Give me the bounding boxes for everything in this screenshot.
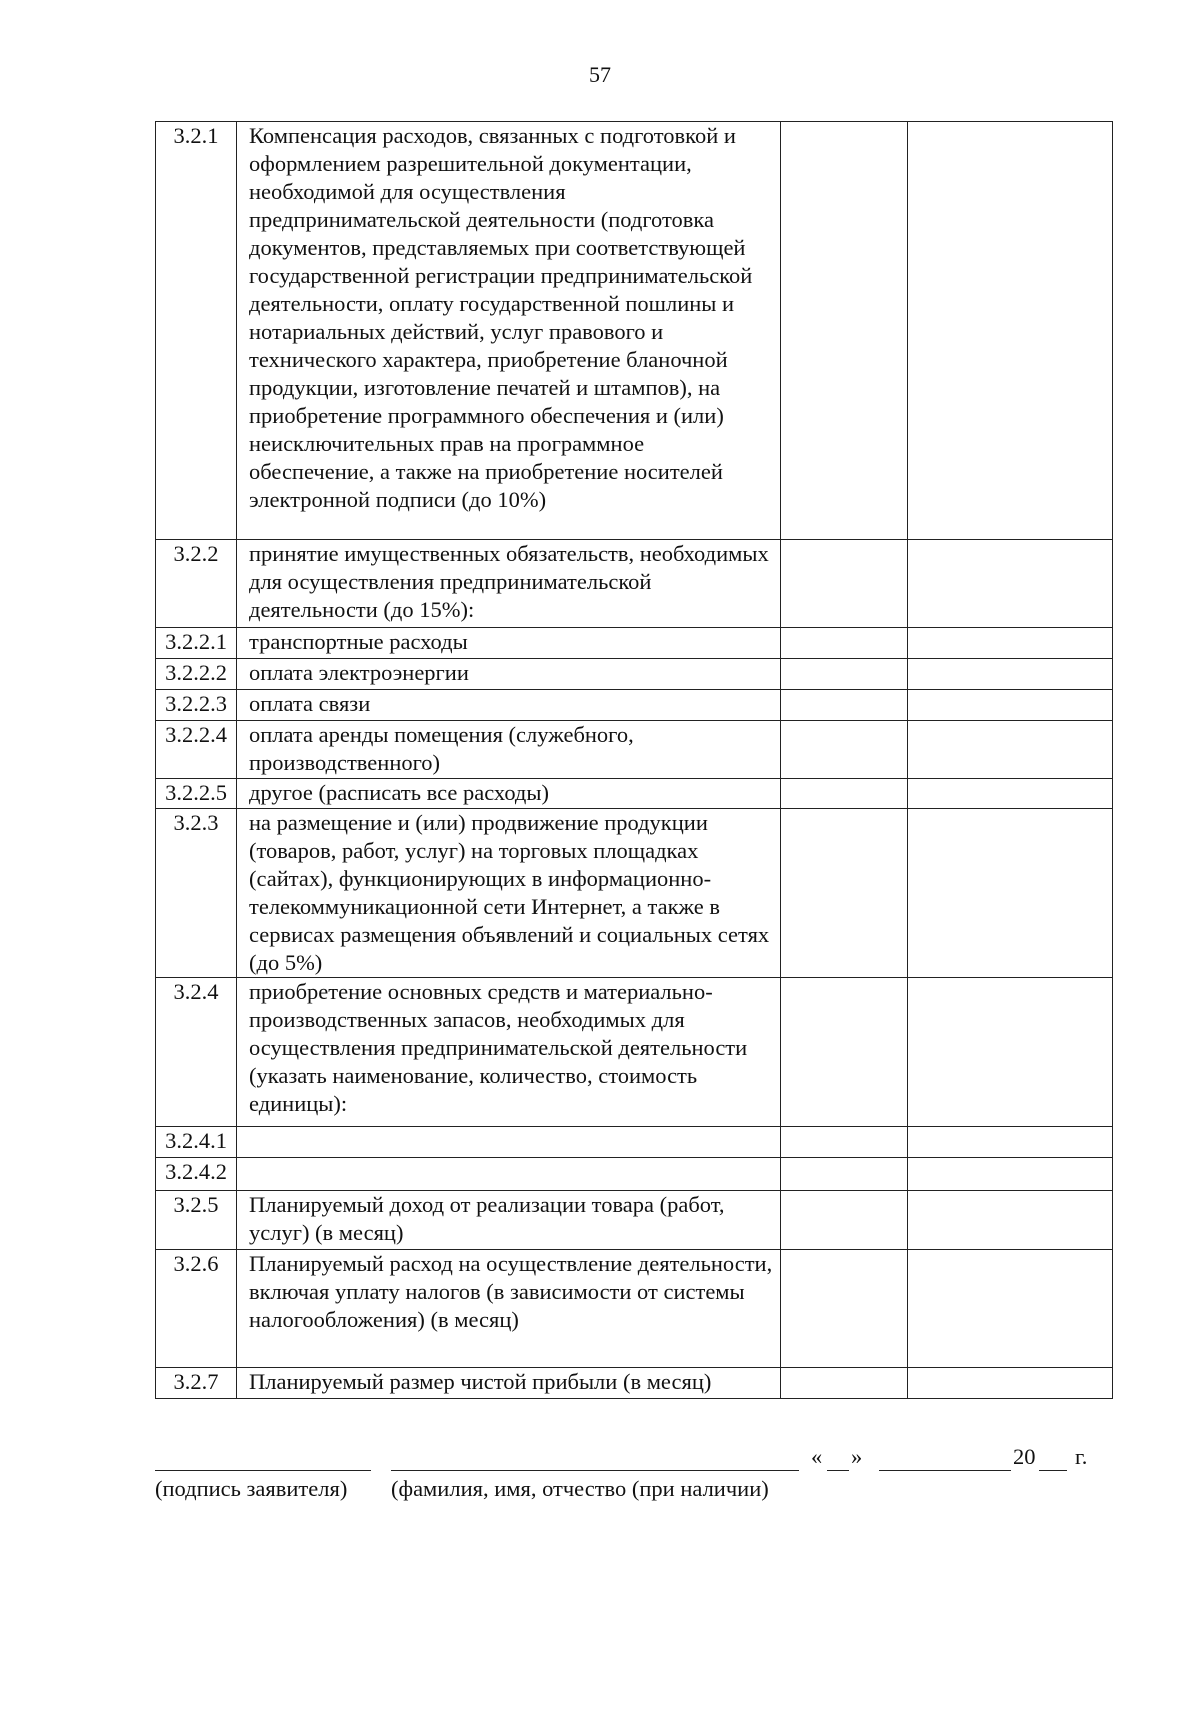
year-line[interactable] xyxy=(1039,1442,1067,1471)
row-number: 3.2.4.1 xyxy=(156,1127,237,1158)
year-suffix: г. xyxy=(1075,1444,1088,1469)
table-row xyxy=(156,690,1113,721)
row-description: принятие имущественных обязательств, необходимых для осуществления предпринимательской деятельности (до 15%): xyxy=(237,540,781,628)
row-number: 3.2.2.1 xyxy=(156,628,237,659)
value-cell[interactable] xyxy=(908,628,1113,659)
year-prefix: 20 xyxy=(1013,1444,1036,1469)
row-number: 3.2.2.2 xyxy=(156,659,237,690)
page-number: 57 xyxy=(589,62,611,87)
name-line[interactable] xyxy=(391,1442,799,1471)
day-line[interactable] xyxy=(827,1442,849,1471)
value-cell[interactable] xyxy=(781,779,908,809)
value-cell[interactable] xyxy=(908,659,1113,690)
table-row xyxy=(156,721,1113,779)
row-description: Планируемый расход на осуществление деятельности, включая уплату налогов (в зависимости от системы налогообложения) (в месяц) xyxy=(237,1250,781,1368)
row-number: 3.2.7 xyxy=(156,1368,237,1399)
row-description: приобретение основных средств и материально-производственных запасов, необходимых для осуществления предпринимательской деятельности (указать наименование, количество, стоимость единицы): xyxy=(237,978,781,1127)
row-number: 3.2.3 xyxy=(156,809,237,978)
value-cell[interactable] xyxy=(781,628,908,659)
table-row xyxy=(156,1127,1113,1158)
value-cell[interactable] xyxy=(908,1158,1113,1191)
row-number: 3.2.6 xyxy=(156,1250,237,1368)
value-cell[interactable] xyxy=(781,1191,908,1250)
table-row xyxy=(156,659,1113,690)
table-row xyxy=(156,1368,1113,1399)
row-description[interactable] xyxy=(237,1158,781,1191)
row-description: транспортные расходы xyxy=(237,628,781,659)
row-description: другое (расписать все расходы) xyxy=(237,779,781,809)
value-cell[interactable] xyxy=(781,540,908,628)
value-cell[interactable] xyxy=(908,1127,1113,1158)
table-row xyxy=(156,779,1113,809)
row-number: 3.2.4 xyxy=(156,978,237,1127)
value-cell[interactable] xyxy=(908,540,1113,628)
table-row xyxy=(156,1191,1113,1250)
quote-open: « xyxy=(811,1444,823,1469)
quote-close: » xyxy=(851,1444,863,1469)
table-row xyxy=(156,1250,1113,1368)
value-cell[interactable] xyxy=(781,1127,908,1158)
value-cell[interactable] xyxy=(908,721,1113,779)
row-number: 3.2.2.3 xyxy=(156,690,237,721)
value-cell[interactable] xyxy=(781,659,908,690)
row-description: оплата электроэнергии xyxy=(237,659,781,690)
row-description: Компенсация расходов, связанных с подготовкой и оформлением разрешительной документации, необходимой для осуществления предпринимательской деятельности (подготовка документов, представляемых при соответствующей государственной регистрации предпринимательской деятельности, оплату государственной пошлины и нотариальных действий, услуг правового и технического характера, приобретение бланочной продукции, изготовление печатей и штампов), на приобретение программного обеспечения и (или) неисключительных прав на программное обеспечение, а также на приобретение носителей электронной подписи (до 10%) xyxy=(237,122,781,540)
value-cell[interactable] xyxy=(781,721,908,779)
row-description[interactable] xyxy=(237,1127,781,1158)
name-caption: (фамилия, имя, отчество (при наличии) xyxy=(391,1476,769,1501)
table-row xyxy=(156,540,1113,628)
table-row xyxy=(156,1158,1113,1191)
row-description: Планируемый размер чистой прибыли (в месяц) xyxy=(237,1368,781,1399)
row-description: оплата связи xyxy=(237,690,781,721)
expense-plan-table xyxy=(155,121,1113,1399)
row-description: на размещение и (или) продвижение продукции (товаров, работ, услуг) на торговых площадках (сайтах), функционирующих в информационно-телекоммуникационной сети Интернет, а также в сервисах размещения объявлений и социальных сетях (до 5%) xyxy=(237,809,781,978)
row-number: 3.2.2.5 xyxy=(156,779,237,809)
row-number: 3.2.2.4 xyxy=(156,721,237,779)
value-cell[interactable] xyxy=(781,978,908,1127)
table-row xyxy=(156,809,1113,978)
value-cell[interactable] xyxy=(781,1158,908,1191)
signature-line[interactable] xyxy=(155,1442,371,1471)
table-row xyxy=(156,122,1113,540)
value-cell[interactable] xyxy=(781,122,908,540)
row-number: 3.2.1 xyxy=(156,122,237,540)
value-cell[interactable] xyxy=(908,122,1113,540)
value-cell[interactable] xyxy=(781,690,908,721)
value-cell[interactable] xyxy=(781,809,908,978)
value-cell[interactable] xyxy=(908,779,1113,809)
row-description: оплата аренды помещения (служебного, производственного) xyxy=(237,721,781,779)
value-cell[interactable] xyxy=(908,978,1113,1127)
value-cell[interactable] xyxy=(908,690,1113,721)
value-cell[interactable] xyxy=(781,1250,908,1368)
table-row xyxy=(156,978,1113,1127)
value-cell[interactable] xyxy=(908,1250,1113,1368)
row-description: Планируемый доход от реализации товара (работ, услуг) (в месяц) xyxy=(237,1191,781,1250)
row-number: 3.2.2 xyxy=(156,540,237,628)
signature-caption: (подпись заявителя) xyxy=(155,1476,348,1501)
value-cell[interactable] xyxy=(781,1368,908,1399)
value-cell[interactable] xyxy=(908,1191,1113,1250)
signature-block xyxy=(155,1440,1115,1500)
table-row xyxy=(156,628,1113,659)
row-number: 3.2.4.2 xyxy=(156,1158,237,1191)
value-cell[interactable] xyxy=(908,809,1113,978)
row-number: 3.2.5 xyxy=(156,1191,237,1250)
value-cell[interactable] xyxy=(908,1368,1113,1399)
month-line[interactable] xyxy=(879,1442,1011,1471)
